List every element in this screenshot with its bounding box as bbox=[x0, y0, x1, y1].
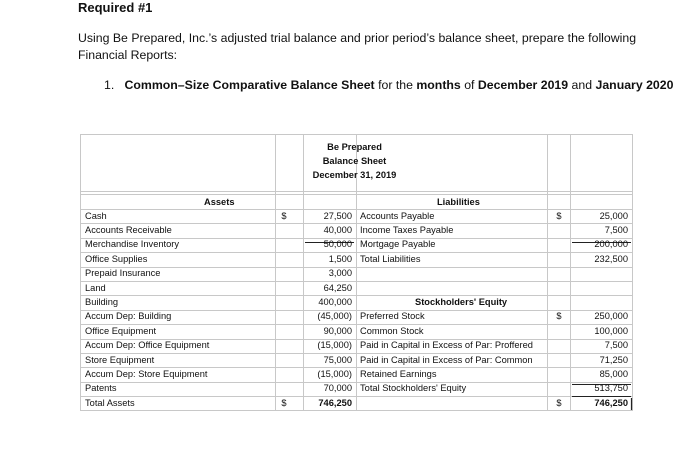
asset-label: Office Equipment bbox=[85, 325, 157, 336]
balance-sheet-table bbox=[80, 134, 633, 411]
asset-value: (15,000) bbox=[317, 368, 352, 379]
asset-label: Patents bbox=[85, 383, 117, 394]
asset-value: 64,250 bbox=[323, 282, 352, 293]
asset-dollar: $ bbox=[281, 397, 287, 408]
liability-value: 200,000 bbox=[594, 239, 628, 250]
equity-value: 746,250 bbox=[594, 397, 628, 408]
task-title: Common–Size Comparative Balance Sheet bbox=[124, 78, 375, 92]
asset-value: 40,000 bbox=[323, 224, 352, 235]
task-month-2: January 2020 bbox=[595, 78, 674, 92]
asset-value: 75,000 bbox=[323, 354, 352, 365]
liability-label: Accounts Payable bbox=[360, 210, 435, 221]
asset-value: (15,000) bbox=[317, 340, 352, 351]
equity-value: 100,000 bbox=[594, 325, 628, 336]
liability-label: Income Taxes Payable bbox=[360, 224, 454, 235]
page-heading: Required #1 bbox=[78, 0, 153, 15]
liability-value: 232,500 bbox=[594, 253, 628, 264]
asset-label: Accum Dep: Building bbox=[85, 311, 172, 322]
asset-value: 50,000 bbox=[323, 239, 352, 250]
liability-label: Mortgage Payable bbox=[360, 239, 436, 250]
asset-label: Prepaid Insurance bbox=[85, 268, 161, 279]
asset-value: 1,500 bbox=[328, 253, 352, 264]
company-name: Be Prepared bbox=[327, 142, 382, 152]
report-date: December 31, 2019 bbox=[312, 170, 397, 180]
equity-label: Total Stockholders' Equity bbox=[360, 383, 467, 394]
asset-value: 27,500 bbox=[323, 210, 352, 221]
liability-label: Total Liabilities bbox=[360, 253, 421, 264]
asset-value: 400,000 bbox=[318, 296, 352, 307]
equity-dollar: $ bbox=[556, 311, 562, 322]
asset-value: 90,000 bbox=[323, 325, 352, 336]
equity-label: Common Stock bbox=[360, 325, 424, 336]
asset-value: 3,000 bbox=[328, 268, 352, 279]
assets-header: Assets bbox=[204, 197, 235, 207]
equity-value: 7,500 bbox=[604, 340, 628, 351]
asset-label: Accounts Receivable bbox=[85, 224, 172, 235]
asset-label: Store Equipment bbox=[85, 354, 155, 365]
task-number: 1. bbox=[104, 78, 115, 92]
equity-label: Retained Earnings bbox=[360, 368, 437, 379]
asset-label: Accum Dep: Store Equipment bbox=[85, 368, 208, 379]
asset-label: Building bbox=[85, 296, 119, 307]
report-name: Balance Sheet bbox=[322, 156, 387, 166]
asset-label: Merchandise Inventory bbox=[85, 239, 180, 250]
liability-dollar: $ bbox=[556, 210, 562, 221]
equity-value: 71,250 bbox=[599, 354, 628, 365]
intro-text: Using Be Prepared, Inc.’s adjusted trial balance and prior period’s balance sheet, prepare the following Financial Reports: bbox=[78, 31, 637, 62]
asset-label: Accum Dep: Office Equipment bbox=[85, 340, 210, 351]
liability-value: 7,500 bbox=[604, 224, 628, 235]
task-months-word: months bbox=[416, 78, 461, 92]
liability-value: 25,000 bbox=[599, 210, 628, 221]
asset-label: Total Assets bbox=[85, 397, 135, 408]
asset-value: 746,250 bbox=[318, 397, 352, 408]
asset-label: Cash bbox=[85, 210, 107, 221]
equity-label: Preferred Stock bbox=[360, 311, 425, 322]
liabilities-header: Liabilities bbox=[437, 197, 480, 207]
asset-dollar: $ bbox=[281, 210, 287, 221]
asset-value: 70,000 bbox=[323, 383, 352, 394]
asset-value: (45,000) bbox=[317, 311, 352, 322]
equity-label: Paid in Capital in Excess of Par: Common bbox=[360, 354, 533, 365]
task-and-word: and bbox=[571, 78, 593, 92]
asset-label: Office Supplies bbox=[85, 253, 148, 264]
task-mid: for the bbox=[378, 78, 413, 92]
equity-value: 513,750 bbox=[594, 383, 628, 394]
task-month-1: December 2019 bbox=[477, 78, 569, 92]
task-of-word: of bbox=[464, 78, 475, 92]
equity-label: Paid in Capital in Excess of Par: Proffered bbox=[360, 340, 533, 351]
equity-value: 85,000 bbox=[599, 368, 628, 379]
equity-dollar: $ bbox=[556, 397, 562, 408]
asset-label: Land bbox=[85, 282, 106, 293]
equity-header: Stockholders' Equity bbox=[415, 297, 508, 307]
task-item bbox=[104, 78, 673, 92]
equity-value: 250,000 bbox=[594, 311, 628, 322]
